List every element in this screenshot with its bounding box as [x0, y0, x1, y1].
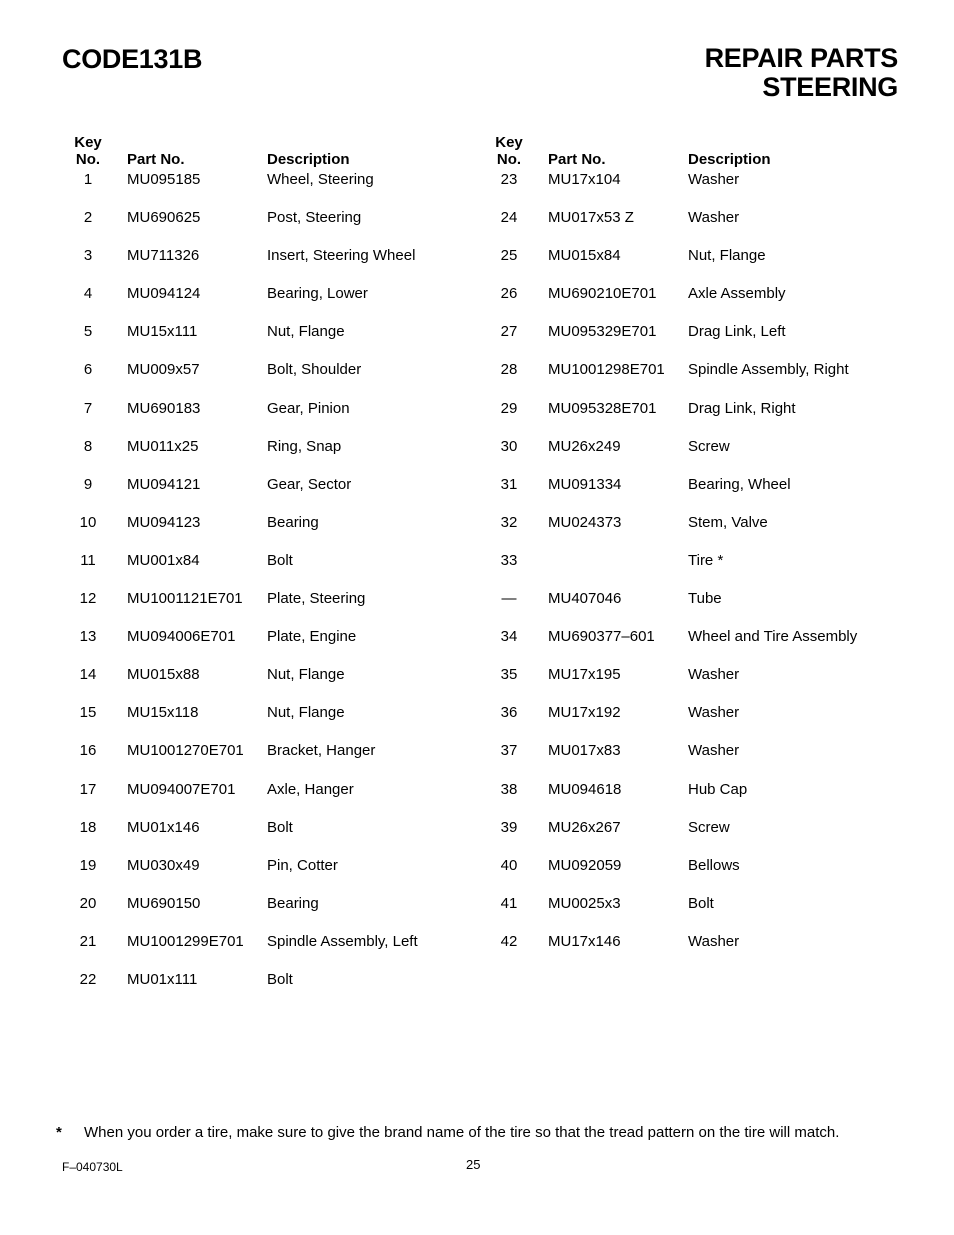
key-no-cell: 11: [80, 551, 96, 569]
part-no-cell: MU690150: [127, 894, 201, 912]
part-no-cell: MU001x84: [127, 551, 200, 569]
table-row: [62, 475, 502, 513]
description-cell: Drag Link, Right: [688, 399, 796, 417]
key-no-cell: 8: [83, 437, 93, 455]
table-row: [483, 741, 923, 779]
parts-table-left: [62, 134, 502, 1008]
part-no-cell: MU17x195: [548, 666, 621, 684]
description-cell: Tire *: [688, 551, 724, 569]
table-row: [483, 322, 923, 360]
description-cell: Spindle Assembly, Left: [267, 932, 418, 950]
rows-left: [62, 170, 502, 1008]
description-cell: Washer: [688, 704, 740, 722]
description-cell: Wheel, Steering: [267, 171, 374, 188]
table-row: [483, 589, 923, 627]
key-no-cell: 41: [500, 894, 518, 912]
key-no-cell: 33: [500, 551, 518, 569]
description-cell: Gear, Sector: [267, 475, 352, 493]
description-cell: Bellows: [688, 856, 740, 874]
key-no-cell: 16: [79, 742, 97, 760]
part-no-header: Part No.: [127, 151, 185, 168]
part-no-cell: MU0025x3: [548, 894, 621, 912]
table-row: [62, 360, 502, 398]
description-cell: Axle, Hanger: [267, 780, 354, 798]
description-cell: Washer: [688, 666, 740, 684]
part-no-cell: MU017x53 Z: [548, 209, 634, 227]
part-no-cell: MU094618: [548, 780, 622, 798]
description-cell: Screw: [688, 818, 730, 836]
key-no-cell: 34: [500, 628, 518, 646]
part-no-cell: MU091334: [548, 475, 622, 493]
description-cell: Nut, Flange: [267, 666, 345, 684]
table-row: [62, 284, 502, 322]
table-row: [483, 818, 923, 856]
description-cell: Bracket, Hanger: [267, 742, 376, 760]
part-no-cell: MU092059: [548, 856, 622, 874]
description-cell: Plate, Steering: [267, 590, 366, 608]
key-no-cell: 10: [79, 513, 97, 531]
description-cell: Insert, Steering Wheel: [267, 247, 416, 265]
key-no-cell: 42: [500, 932, 518, 950]
description-cell: Bearing, Wheel: [688, 475, 791, 493]
description-cell: Bolt: [688, 894, 714, 912]
footnote-text: When you order a tire, make sure to give the brand name of the tire so that the tread pattern on the tire will match.: [84, 1124, 840, 1141]
key-no-cell: 20: [79, 894, 97, 912]
description-header: Description: [688, 151, 771, 168]
description-cell: Axle Assembly: [688, 285, 786, 303]
key-no-cell: 25: [500, 247, 518, 265]
key-no-cell: 5: [83, 323, 93, 341]
table-row: [483, 360, 923, 398]
page-title: [705, 44, 898, 102]
table-header: [62, 134, 502, 170]
table-row: [62, 741, 502, 779]
table-row: [483, 665, 923, 703]
table-row: [62, 856, 502, 894]
part-no-cell: MU711326: [127, 247, 200, 265]
description-cell: Stem, Valve: [688, 513, 768, 531]
part-no-cell: MU01x146: [127, 818, 200, 836]
key-no-cell: 17: [79, 780, 97, 798]
part-no-cell: MU094123: [127, 513, 201, 531]
key-no-cell: 36: [500, 704, 518, 722]
key-no-cell: 35: [500, 666, 518, 684]
table-row: [62, 818, 502, 856]
key-no-cell: 3: [83, 247, 93, 265]
key-no-cell: 28: [500, 361, 518, 379]
page-number: 25: [466, 1157, 481, 1172]
table-header: [483, 134, 923, 170]
description-cell: Plate, Engine: [267, 628, 357, 646]
table-row: [62, 894, 502, 932]
description-cell: Gear, Pinion: [267, 399, 350, 417]
key-no-header: Key No.: [495, 134, 523, 168]
description-cell: Nut, Flange: [267, 704, 345, 722]
table-row: [62, 322, 502, 360]
part-no-cell: MU024373: [548, 513, 622, 531]
part-no-cell: MU094121: [127, 475, 201, 493]
description-cell: Bolt: [267, 551, 293, 569]
key-no-cell: 38: [500, 780, 518, 798]
key-no-cell: 1: [83, 171, 93, 188]
table-row: [62, 170, 502, 208]
description-cell: Post, Steering: [267, 209, 362, 227]
table-row: [62, 246, 502, 284]
key-no-cell: 19: [79, 856, 97, 874]
description-cell: Bolt: [267, 970, 293, 988]
table-row: [483, 932, 923, 970]
part-no-cell: MU015x88: [127, 666, 200, 684]
description-cell: Bearing, Lower: [267, 285, 368, 303]
part-no-cell: MU17x104: [548, 171, 621, 188]
table-row: [62, 437, 502, 475]
table-row: [62, 665, 502, 703]
part-no-cell: MU094124: [127, 285, 201, 303]
description-cell: Bolt: [267, 818, 293, 836]
footnote-marker: *: [56, 1124, 62, 1141]
description-cell: Wheel and Tire Assembly: [688, 628, 858, 646]
table-row: [483, 475, 923, 513]
description-cell: Spindle Assembly, Right: [688, 361, 849, 379]
key-no-cell: 39: [500, 818, 518, 836]
part-no-cell: MU17x146: [548, 932, 621, 950]
model-code: CODE131B: [62, 44, 203, 74]
key-no-cell: 9: [83, 475, 93, 493]
table-row: [483, 399, 923, 437]
title-line-1: REPAIR PARTS: [704, 43, 898, 73]
part-no-cell: MU017x83: [548, 742, 621, 760]
table-row: [483, 246, 923, 284]
key-no-cell: 12: [79, 590, 97, 608]
table-row: [483, 703, 923, 741]
part-no-cell: MU690625: [127, 209, 201, 227]
key-no-cell: 7: [83, 399, 93, 417]
part-no-cell: MU17x192: [548, 704, 621, 722]
part-no-cell: MU030x49: [127, 856, 200, 874]
key-no-cell: 4: [83, 285, 93, 303]
table-row: [62, 703, 502, 741]
part-no-cell: MU094007E701: [127, 780, 236, 798]
part-no-cell: MU690183: [127, 399, 201, 417]
table-row: [483, 856, 923, 894]
key-no-cell: 24: [500, 209, 518, 227]
key-no-cell: 29: [500, 399, 518, 417]
description-cell: Bolt, Shoulder: [267, 361, 362, 379]
part-no-cell: MU1001299E701: [127, 932, 244, 950]
table-row: [62, 399, 502, 437]
table-row: [483, 627, 923, 665]
description-cell: Pin, Cotter: [267, 856, 338, 874]
key-no-cell: 37: [500, 742, 518, 760]
description-cell: Bearing: [267, 513, 319, 531]
key-no-cell: 2: [83, 209, 93, 227]
table-row: [483, 208, 923, 246]
table-row: [483, 780, 923, 818]
part-no-cell: MU1001298E701: [548, 361, 665, 379]
key-no-cell: 6: [83, 361, 93, 379]
description-cell: Washer: [688, 932, 740, 950]
part-no-cell: MU1001270E701: [127, 742, 244, 760]
table-row: [62, 970, 502, 1008]
part-no-cell: MU26x267: [548, 818, 621, 836]
table-row: [62, 589, 502, 627]
document-number: F–040730L: [62, 1160, 123, 1174]
key-no-cell: 30: [500, 437, 518, 455]
key-no-cell: —: [501, 590, 517, 608]
key-no-cell: 27: [500, 323, 518, 341]
description-cell: Nut, Flange: [267, 323, 345, 341]
key-no-cell: 26: [500, 285, 518, 303]
table-row: [483, 437, 923, 475]
key-no-cell: 22: [79, 970, 97, 988]
description-cell: Bearing: [267, 894, 319, 912]
part-no-cell: MU407046: [548, 590, 622, 608]
part-no-cell: MU690377–601: [548, 628, 655, 646]
part-no-cell: MU26x249: [548, 437, 621, 455]
table-row: [62, 513, 502, 551]
title-line-2: STEERING: [762, 72, 898, 102]
key-no-cell: 14: [79, 666, 97, 684]
part-no-cell: MU095329E701: [548, 323, 657, 341]
description-cell: Drag Link, Left: [688, 323, 786, 341]
part-no-cell: MU011x25: [127, 437, 199, 455]
part-no-cell: MU01x111: [127, 970, 198, 988]
part-no-cell: MU015x84: [548, 247, 621, 265]
description-cell: Ring, Snap: [267, 437, 342, 455]
key-no-header: Key No.: [74, 134, 102, 168]
part-no-cell: MU095185: [127, 171, 201, 188]
description-cell: Washer: [688, 742, 740, 760]
key-no-cell: 21: [79, 932, 97, 950]
description-header: Description: [267, 151, 350, 168]
table-row: [62, 208, 502, 246]
description-cell: Tube: [688, 590, 722, 608]
parts-table-right: [483, 134, 923, 970]
description-cell: Nut, Flange: [688, 247, 766, 265]
table-row: [62, 551, 502, 589]
key-no-cell: 15: [79, 704, 97, 722]
key-no-cell: 32: [500, 513, 518, 531]
key-no-cell: 40: [500, 856, 518, 874]
table-row: [483, 513, 923, 551]
key-no-cell: 31: [500, 475, 518, 493]
table-row: [483, 170, 923, 208]
table-row: [62, 627, 502, 665]
key-no-cell: 23: [500, 171, 518, 188]
key-no-cell: 13: [79, 628, 97, 646]
part-no-header: Part No.: [548, 151, 606, 168]
table-row: [483, 894, 923, 932]
part-no-cell: MU095328E701: [548, 399, 657, 417]
description-cell: Screw: [688, 437, 730, 455]
table-row: [483, 551, 923, 589]
description-cell: Washer: [688, 209, 740, 227]
key-no-cell: 18: [79, 818, 97, 836]
rows-right: [483, 170, 923, 970]
part-no-cell: MU094006E701: [127, 628, 236, 646]
table-row: [62, 780, 502, 818]
part-no-cell: MU15x111: [127, 323, 198, 341]
description-cell: Washer: [688, 171, 740, 188]
part-no-cell: MU690210E701: [548, 285, 657, 303]
table-row: [62, 932, 502, 970]
description-cell: Hub Cap: [688, 780, 748, 798]
table-row: [483, 284, 923, 322]
part-no-cell: MU15x118: [127, 704, 199, 722]
part-no-cell: MU1001121E701: [127, 590, 243, 608]
part-no-cell: MU009x57: [127, 361, 200, 379]
